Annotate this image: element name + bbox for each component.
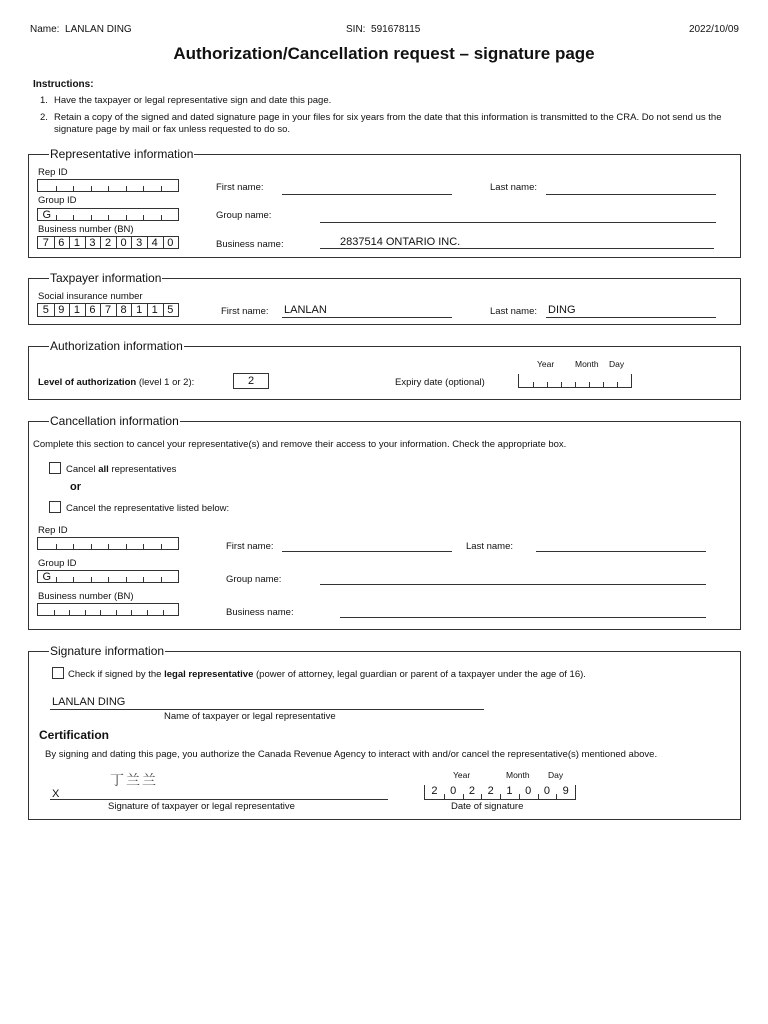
cancel-first-name-field[interactable]	[282, 537, 452, 552]
cancellation-intro: Complete this section to cancel your representative(s) and remove their access to your information. Check the appropriate box.	[33, 439, 567, 450]
comb-cell	[589, 374, 603, 387]
rep-id-label: Rep ID	[38, 167, 68, 178]
cancel-all-label	[66, 464, 176, 475]
taxpayer-sin-field[interactable]	[37, 303, 179, 317]
comb-cell: 0	[444, 785, 463, 799]
name-label: Name:	[30, 24, 60, 35]
comb-cell	[116, 604, 132, 615]
comb-cell: 4	[147, 237, 163, 248]
comb-cell	[56, 180, 74, 191]
comb-cell: 0	[116, 237, 132, 248]
comb-cell	[533, 374, 547, 387]
cancel-listed-checkbox[interactable]	[49, 501, 61, 513]
level-label	[38, 377, 194, 388]
cancel-group-id-label: Group ID	[38, 558, 77, 569]
expiry-day-label: Day	[609, 359, 625, 369]
instruction-item	[40, 112, 740, 136]
cancel-business-name-label: Business name:	[226, 607, 294, 618]
signer-name-caption: Name of taxpayer or legal representative	[164, 711, 336, 722]
level-label-rest: (level 1 or 2):	[138, 377, 195, 388]
comb-cell: G	[42, 209, 52, 221]
comb-cell	[108, 571, 126, 582]
comb-cell	[126, 180, 144, 191]
comb-cell: 1	[147, 304, 163, 316]
cancel-group-name-label: Group name:	[226, 574, 282, 585]
instructions-heading: Instructions:	[33, 79, 94, 90]
signature-caption: Signature of taxpayer or legal representative	[108, 801, 295, 812]
rep-group-name-label: Group name:	[216, 210, 272, 221]
comb-cell: 7	[42, 237, 49, 249]
comb-cell: 0	[163, 237, 179, 248]
comb-cell	[73, 180, 91, 191]
comb-cell	[617, 374, 631, 387]
comb-cell	[126, 571, 144, 582]
comb-cell	[73, 209, 91, 220]
rep-id-field[interactable]	[37, 179, 179, 192]
comb-cell	[147, 604, 163, 615]
authorization-legend: Authorization information	[50, 339, 183, 353]
comb-cell	[73, 538, 91, 549]
comb-cell	[100, 604, 116, 615]
group-id-field[interactable]	[37, 208, 179, 221]
comb-cell: 8	[116, 304, 132, 316]
comb-cell	[38, 538, 56, 549]
comb-cell	[56, 209, 74, 220]
comb-cell	[143, 180, 161, 191]
signature-date-caption: Date of signature	[451, 801, 524, 812]
sin-label: SIN:	[346, 24, 366, 35]
cancel-listed-label: Cancel the representative listed below:	[66, 503, 230, 514]
comb-cell	[91, 180, 109, 191]
certification-text: By signing and dating this page, you authorize the Canada Revenue Agency to interact with and/or cancel the representative(s) mentioned above.	[45, 749, 658, 760]
comb-cell	[161, 209, 179, 220]
legal-rep-label	[68, 669, 586, 680]
header-date: 2022/10/09	[688, 24, 739, 35]
expiry-label: Expiry date (optional)	[395, 377, 485, 388]
legal-rep-checkbox[interactable]	[52, 667, 64, 679]
bn-field[interactable]	[37, 236, 179, 249]
comb-cell: 9	[556, 785, 575, 799]
comb-cell: 6	[85, 304, 101, 316]
comb-cell	[38, 604, 54, 615]
bn-label: Business number (BN)	[38, 224, 134, 235]
comb-cell	[161, 538, 179, 549]
comb-cell	[73, 571, 91, 582]
comb-cell	[519, 374, 533, 387]
comb-cell	[561, 374, 575, 387]
rep-last-name-field[interactable]	[546, 180, 716, 195]
comb-cell: 5	[163, 304, 179, 316]
comb-cell	[38, 180, 56, 191]
comb-cell	[575, 374, 589, 387]
name-value: LANLAN DING	[65, 24, 132, 35]
instruction-number: 2.	[40, 112, 48, 123]
instruction-text: Retain a copy of the signed and dated signature page in your files for six years from the date that this information is transmitted to the CRA. Do not send us the signature page by mail or fax unless requested to do so.	[54, 112, 722, 135]
comb-cell	[56, 571, 74, 582]
comb-cell	[91, 538, 109, 549]
handwritten-signature: 丁兰兰	[110, 773, 158, 789]
representative-legend: Representative information	[50, 147, 194, 161]
sin-value: 591678115	[371, 24, 421, 35]
legal-rep-pre: Check if signed by the	[68, 669, 162, 680]
comb-cell: 2	[100, 237, 116, 248]
comb-cell: 1	[69, 237, 85, 248]
comb-cell	[56, 538, 74, 549]
comb-cell	[126, 209, 144, 220]
taxpayer-last-name-label: Last name:	[490, 306, 537, 317]
comb-cell	[143, 571, 161, 582]
authorization-section	[28, 339, 741, 400]
comb-cell: 9	[54, 304, 70, 316]
rep-business-name-field[interactable]: 2837514 ONTARIO INC.	[320, 235, 714, 249]
instruction-number: 1.	[40, 95, 48, 106]
instruction-text: Have the taxpayer or legal representative sign and date this page.	[54, 95, 332, 106]
comb-cell: 2	[431, 785, 438, 797]
sig-month-label: Month	[506, 770, 530, 780]
cancel-all-post: representatives	[111, 464, 177, 475]
comb-cell	[547, 374, 561, 387]
comb-cell	[85, 604, 101, 615]
comb-cell: 0	[519, 785, 538, 799]
cancel-last-name-field[interactable]	[536, 537, 706, 552]
comb-cell	[54, 604, 70, 615]
comb-cell	[126, 538, 144, 549]
cancel-last-name-label: Last name:	[466, 541, 513, 552]
rep-group-name-field[interactable]	[320, 208, 716, 223]
taxpayer-last-name-field[interactable]: DING	[546, 303, 716, 318]
expiry-year-label: Year	[537, 359, 555, 369]
comb-cell	[163, 604, 179, 615]
cancel-business-name-field[interactable]	[340, 603, 706, 618]
rep-first-name-label: First name:	[216, 182, 264, 193]
comb-cell: G	[42, 571, 52, 583]
page-title: Authorization/Cancellation request – signature page	[173, 44, 595, 63]
taxpayer-legend: Taxpayer information	[50, 271, 162, 285]
comb-cell: 1	[131, 304, 147, 316]
cancel-group-id-field[interactable]	[37, 570, 179, 583]
comb-cell: 7	[100, 304, 116, 316]
cancel-all-pre: Cancel	[66, 464, 96, 475]
rep-last-name-label: Last name:	[490, 182, 537, 193]
taxpayer-sin-label: Social insurance number	[38, 291, 143, 302]
header-name	[30, 24, 132, 35]
cancel-rep-id-field[interactable]	[37, 537, 179, 550]
header-sin	[346, 24, 420, 35]
taxpayer-first-name-label: First name:	[221, 306, 269, 317]
comb-cell	[603, 374, 617, 387]
comb-cell	[91, 209, 109, 220]
comb-cell: 2	[481, 785, 500, 799]
cancel-all-bold: all	[98, 464, 109, 475]
cancel-all-checkbox[interactable]	[49, 462, 61, 474]
comb-cell	[108, 538, 126, 549]
or-text: or	[70, 481, 81, 493]
comb-cell	[161, 571, 179, 582]
cancel-bn-label: Business number (BN)	[38, 591, 134, 602]
level-field[interactable]: 2	[233, 373, 269, 389]
cancellation-legend: Cancellation information	[50, 414, 179, 428]
signature-date-field[interactable]	[424, 785, 576, 800]
sig-day-label: Day	[548, 770, 564, 780]
comb-cell	[161, 180, 179, 191]
signature-legend: Signature information	[50, 644, 165, 658]
instruction-item	[40, 95, 740, 107]
legal-rep-post: (power of attorney, legal guardian or parent of a taxpayer under the age of 16).	[256, 669, 586, 680]
legal-rep-bold: legal representative	[164, 669, 254, 680]
taxpayer-first-name-field[interactable]: LANLAN	[282, 303, 452, 318]
signature-line[interactable]	[50, 799, 388, 800]
comb-cell: 1	[69, 304, 85, 316]
comb-cell: 6	[54, 237, 70, 248]
group-id-label: Group ID	[38, 195, 77, 206]
rep-first-name-field[interactable]	[282, 180, 452, 195]
expiry-date-field[interactable]	[518, 374, 632, 388]
sig-year-label: Year	[453, 770, 471, 780]
comb-cell: 3	[131, 237, 147, 248]
comb-cell: 5	[42, 304, 49, 316]
comb-cell	[108, 180, 126, 191]
cancel-first-name-label: First name:	[226, 541, 274, 552]
expiry-month-label: Month	[575, 359, 599, 369]
comb-cell	[143, 538, 161, 549]
comb-cell	[91, 571, 109, 582]
certification-heading: Certification	[39, 728, 110, 742]
cancel-bn-field[interactable]	[37, 603, 179, 616]
comb-cell: 3	[85, 237, 101, 248]
rep-business-name-label: Business name:	[216, 239, 284, 250]
cancel-group-name-field[interactable]	[320, 570, 706, 585]
comb-cell: 1	[500, 785, 519, 799]
comb-cell	[69, 604, 85, 615]
signer-name-field[interactable]: LANLAN DING	[50, 695, 484, 710]
comb-cell	[108, 209, 126, 220]
x-mark: X	[52, 788, 60, 800]
cancel-rep-id-label: Rep ID	[38, 525, 68, 536]
comb-cell	[131, 604, 147, 615]
comb-cell: 2	[463, 785, 482, 799]
level-label-bold: Level of authorization	[38, 377, 137, 388]
comb-cell: 0	[538, 785, 557, 799]
comb-cell	[143, 209, 161, 220]
